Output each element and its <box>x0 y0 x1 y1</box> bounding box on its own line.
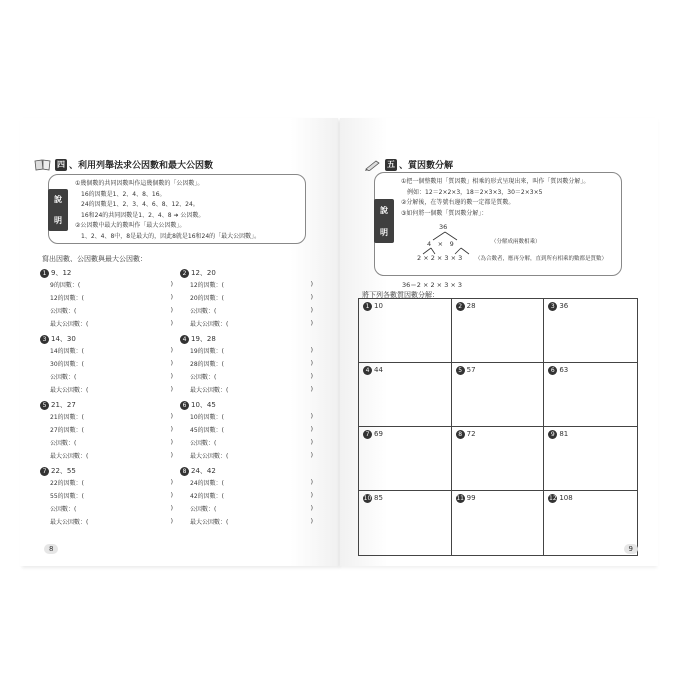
answer-cell[interactable]: 11 99 <box>452 491 545 555</box>
answer-cell[interactable]: 8 72 <box>452 427 545 491</box>
explanation-tab: 說 明 <box>48 189 68 231</box>
answer-cell[interactable]: 2 28 <box>452 299 545 363</box>
answer-line[interactable]: 最大公因數：( ) <box>190 386 313 394</box>
answer-line[interactable]: 最大公因數：( ) <box>50 386 173 394</box>
factorization-answer-grid <box>358 298 638 556</box>
question-8: 8 24、42 24的因數：( ) 42的因數：( ) 公因數：( ) 最大公因數：( ) <box>180 466 315 528</box>
explanation-text: ①幾個數的共同因數叫作這幾個數的「公因數」。 16的因數是1、2、4、8、16。 24的因數是1、2、3、4、6、8、12、24。 16和24的共同因數是1、2、4、8 ➜ 公因數。 ②公因數中最大的數叫作「最大公因數」。 1、2、4、8中，8是最大的，因此8就是16和24的「最大公因數」。 <box>75 180 261 240</box>
answer-line[interactable]: 55的因數：( ) <box>50 492 173 500</box>
question-2: 2 12、20 12的因數：( ) 20的因數：( ) 公因數：( ) 最大公因數：( ) <box>180 268 315 330</box>
tree-result: 36＝2 × 2 × 3 × 3 <box>402 281 463 289</box>
right-page <box>340 118 658 566</box>
explanation-box <box>48 174 306 244</box>
tree-bottom: 2 × 2 × 3 × 3 <box>417 254 463 262</box>
answer-cell[interactable]: 7 69 <box>359 427 452 491</box>
tree-mid: 4 × 9 <box>427 240 454 248</box>
question-4: 4 19、28 19的因數：( ) 28的因數：( ) 公因數：( ) 最大公因數：( ) <box>180 334 315 396</box>
answer-line[interactable]: 14的因數：( ) <box>50 347 173 355</box>
answer-cell[interactable]: 3 36 <box>544 299 637 363</box>
book-icon <box>34 159 52 171</box>
answer-line[interactable]: 公因數：( ) <box>50 505 173 513</box>
section-number: 四 <box>57 159 65 169</box>
page-number-right: 9 <box>624 544 638 554</box>
answer-cell[interactable]: 6 63 <box>544 363 637 427</box>
answer-line[interactable]: 10的因數：( ) <box>190 413 313 421</box>
answer-line[interactable]: 最大公因數：( ) <box>190 320 313 328</box>
right-instruction: 將下列各數質因數分解： <box>362 291 439 299</box>
section-title: 、利用列舉法求公因數和最大公因數 <box>69 161 214 171</box>
pencil-icon <box>364 159 382 171</box>
answer-line[interactable]: 28的因數：( ) <box>190 360 313 368</box>
tree-hint-1: （分解成兩數相乘） <box>491 239 541 245</box>
answer-line[interactable]: 最大公因數：( ) <box>190 518 313 526</box>
answer-line[interactable]: 21的因數：( ) <box>50 413 173 421</box>
answer-line[interactable]: 公因數：( ) <box>50 439 173 447</box>
answer-line[interactable]: 公因數：( ) <box>190 505 313 513</box>
answer-line[interactable]: 公因數：( ) <box>190 439 313 447</box>
answer-cell[interactable]: 9 81 <box>544 427 637 491</box>
answer-cell[interactable]: 1 10 <box>359 299 452 363</box>
answer-line[interactable]: 27的因數：( ) <box>50 426 173 434</box>
answer-line[interactable]: 最大公因數：( ) <box>50 518 173 526</box>
left-section-heading <box>34 158 213 171</box>
left-instruction: 寫出因數、公因數與最大公因數： <box>42 255 147 263</box>
answer-line[interactable]: 最大公因數：( ) <box>50 452 173 460</box>
right-section-heading <box>364 158 453 171</box>
answer-line[interactable]: 45的因數：( ) <box>190 426 313 434</box>
page-number-left: 8 <box>44 544 58 554</box>
answer-line[interactable]: 公因數：( ) <box>190 307 313 315</box>
tree-hint-2: （為合數者，應再分解，直到所有相乘的數都是質數） <box>475 256 608 262</box>
answer-cell[interactable]: 10 85 <box>359 491 452 555</box>
answer-line[interactable]: 12的因數：( ) <box>50 294 173 302</box>
answer-line[interactable]: 30的因數：( ) <box>50 360 173 368</box>
answer-line[interactable]: 22的因數：( ) <box>50 479 173 487</box>
answer-line[interactable]: 公因數：( ) <box>190 373 313 381</box>
question-3: 3 14、30 14的因數：( ) 30的因數：( ) 公因數：( ) 最大公因數：( ) <box>40 334 175 396</box>
answer-line[interactable]: 20的因數：( ) <box>190 294 313 302</box>
answer-line[interactable]: 19的因數：( ) <box>190 347 313 355</box>
answer-line[interactable]: 9的因數：( ) <box>50 281 173 289</box>
answer-line[interactable]: 最大公因數：( ) <box>190 452 313 460</box>
question-6: 6 10、45 10的因數：( ) 45的因數：( ) 公因數：( ) 最大公因數：( ) <box>180 400 315 462</box>
explanation-tab: 說 明 <box>374 199 394 243</box>
left-page <box>20 118 338 566</box>
answer-line[interactable]: 公因數：( ) <box>50 307 173 315</box>
answer-line[interactable]: 公因數：( ) <box>50 373 173 381</box>
section-title: 、質因數分解 <box>399 161 454 171</box>
answer-line[interactable]: 最大公因數：( ) <box>50 320 173 328</box>
explanation-text: ①把一個整數用「質因數」相乘的形式呈現出來，叫作「質因數分解」。 例如：12＝2×2×3，18＝2×3×3，30＝2×3×5 ②分解後，在等號右邊的數一定都是質數。 ③如何將一個數「質因數分解」： <box>401 178 590 217</box>
question-1: 1 9、12 9的因數：( ) 12的因數：( ) 公因數：( ) 最大公因數：( ) <box>40 268 175 330</box>
factor-tree <box>405 223 620 273</box>
section-number: 五 <box>387 159 395 169</box>
question-7: 7 22、55 22的因數：( ) 55的因數：( ) 公因數：( ) 最大公因數：( ) <box>40 466 175 528</box>
question-5: 5 21、27 21的因數：( ) 27的因數：( ) 公因數：( ) 最大公因數：( ) <box>40 400 175 462</box>
tree-top: 36 <box>439 223 448 231</box>
explanation-box <box>374 172 622 276</box>
answer-cell[interactable]: 4 44 <box>359 363 452 427</box>
answer-line[interactable]: 12的因數：( ) <box>190 281 313 289</box>
answer-cell[interactable]: 5 57 <box>452 363 545 427</box>
answer-cell[interactable]: 12 108 <box>549 494 573 502</box>
answer-line[interactable]: 42的因數：( ) <box>190 492 313 500</box>
answer-line[interactable]: 24的因數：( ) <box>190 479 313 487</box>
